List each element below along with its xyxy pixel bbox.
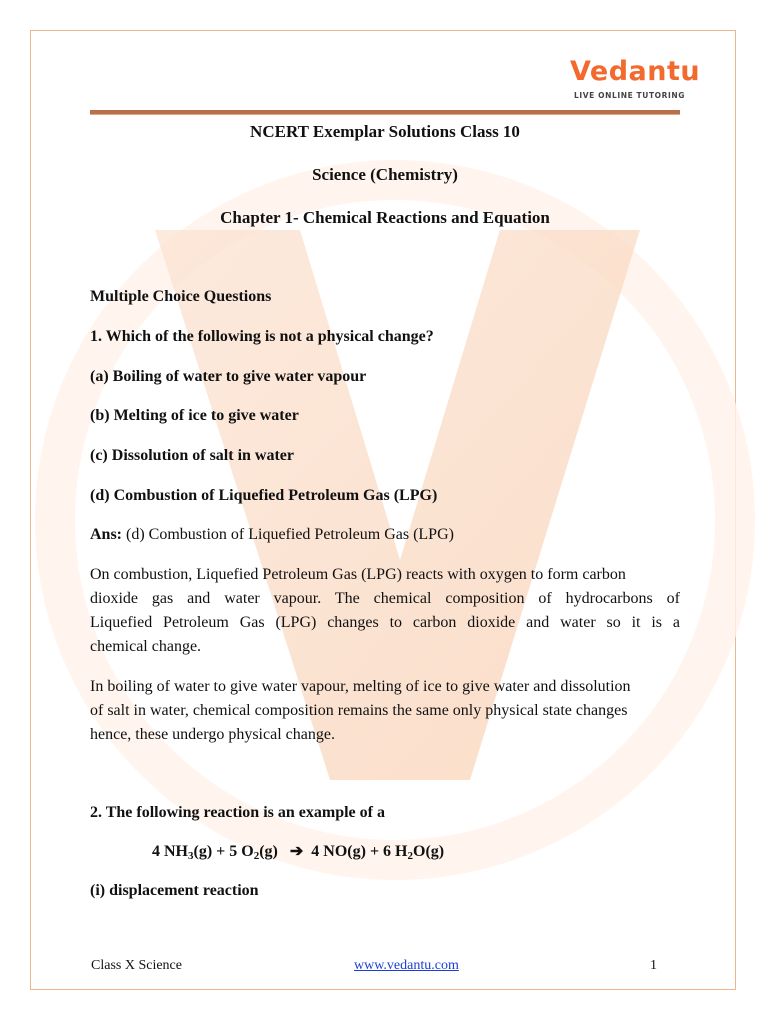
explanation-2-line-1: In boiling of water to give water vapour, melting of ice to give water and dissolution: [90, 678, 631, 695]
option-b: [90, 404, 680, 428]
option-c-label: (c): [90, 447, 108, 464]
eq-part-3: (g): [259, 843, 278, 860]
option-b-label: (b): [90, 407, 110, 424]
eq-sub-1: 3: [188, 850, 194, 862]
eq-part-2: (g) + 5 O: [193, 843, 254, 860]
page-number: 1: [650, 958, 657, 973]
eq-sub-3: 2: [407, 850, 413, 862]
title-line-2: Science (Chemistry): [312, 165, 458, 184]
section-heading: Multiple Choice Questions: [90, 288, 272, 305]
eq-sub-2: 2: [253, 850, 260, 862]
answer-label: Ans:: [90, 526, 123, 543]
explanation-1-line-4: chemical change.: [90, 638, 202, 655]
answer-text: (d) Combustion of Liquefied Petroleum Gas (LPG): [126, 526, 454, 543]
answer-1: [90, 523, 680, 547]
logo-wordmark: Vedantu: [570, 56, 701, 87]
option-d: [90, 484, 680, 508]
explanation-1-line-2: dioxide gas and water vapour. The chemical composition of hydrocarbons of: [90, 590, 680, 607]
title-line-1: NCERT Exemplar Solutions Class 10: [250, 122, 520, 141]
header-rule: [90, 110, 680, 115]
option-a: [90, 365, 680, 389]
chemical-equation: [152, 840, 742, 864]
option-a-label: (a): [90, 368, 109, 385]
q2-option-i: (i) displacement reaction: [90, 882, 259, 899]
option-d-text: Combustion of Liquefied Petroleum Gas (LPG): [113, 487, 438, 504]
vedantu-logo: [570, 56, 701, 106]
eq-part-1: 4 NH: [152, 843, 188, 860]
option-c-text: Dissolution of salt in water: [111, 447, 294, 464]
explanation-2-line-3: hence, these undergo physical change.: [90, 726, 335, 743]
option-c: [90, 444, 680, 468]
question-2: 2. The following reaction is an example of a: [90, 804, 385, 821]
explanation-2-line-2: of salt in water, chemical composition remains the same only physical state changes: [90, 702, 628, 719]
title-line-3: Chapter 1- Chemical Reactions and Equation: [220, 208, 550, 227]
explanation-1-line-3: Liquefied Petroleum Gas (LPG) changes to carbon dioxide and water so it is a: [90, 614, 680, 631]
footer-website-link[interactable]: www.vedantu.com: [354, 958, 459, 973]
logo-tagline: LIVE ONLINE TUTORING: [574, 91, 686, 100]
reaction-arrow-icon: ➔: [289, 843, 304, 860]
explanation-1-line-1: On combustion, Liquefied Petroleum Gas (LPG) reacts with oxygen to form carbon: [90, 566, 626, 583]
eq-part-5: O(g): [413, 843, 445, 860]
option-d-label: (d): [90, 487, 110, 504]
question-1: 1. Which of the following is not a physical change?: [90, 328, 434, 345]
eq-part-4: 4 NO(g) + 6 H: [311, 843, 408, 860]
option-b-text: Melting of ice to give water: [113, 407, 299, 424]
option-a-text: Boiling of water to give water vapour: [112, 368, 367, 385]
footer-class: Class X Science: [91, 958, 182, 973]
